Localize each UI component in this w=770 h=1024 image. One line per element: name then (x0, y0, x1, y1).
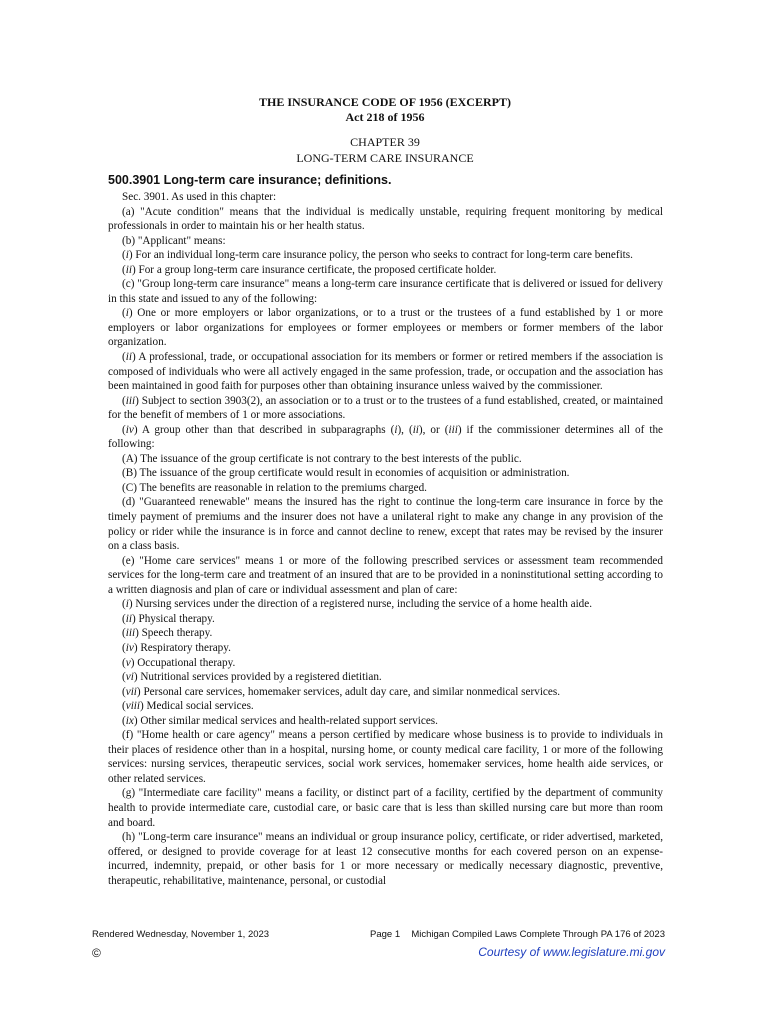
section-paragraph: (A) The issuance of the group certificate is not contrary to the best interests of the public. (122, 452, 522, 465)
copyright-symbol: © (92, 946, 101, 960)
section-paragraph: (viii) Medical social services. (122, 700, 254, 713)
footer-rendered-date: Rendered Wednesday, November 1, 2023 (92, 929, 270, 940)
section-paragraph: (iv) Respiratory therapy. (122, 641, 231, 654)
section-paragraph: (a) "Acute condition" means that the individual is medically unstable, requiring frequent monitoring by medical professionals in order to maintain his or her health status. (108, 205, 663, 233)
act-number: Act 218 of 1956 (345, 110, 425, 124)
section-paragraph: (i) One or more employers or labor organizations, or to a trust or the trustees of a fund established by 1 or more employers or labor organizations for employees or former employees or members or former members of the labor organization. (108, 307, 663, 349)
chapter-number: CHAPTER 39 (350, 135, 420, 149)
section-paragraph: (d) "Guaranteed renewable" means the insured has the right to continue the long-term care insurance in force by the timely payment of premiums and the insurer does not have a unilateral right to make any change in any provision of the policy or rider while the insurance is in force and cannot decline to renew, except that rates may be revised by the insurer on a class basis. (108, 496, 663, 553)
section-paragraph: (e) "Home care services" means 1 or more of the following prescribed services or assessment team recommended services for the long-term care and treatment of an insured that are to be provided in a noninstitutional setting according to a written diagnosis and plan of care or individual assessment and plan of care: (108, 554, 663, 596)
section-paragraph: (i) Nursing services under the direction of a registered nurse, including the service of a home health aide. (122, 598, 593, 611)
section-paragraph: (v) Occupational therapy. (122, 656, 236, 669)
section-heading: 500.3901 Long-term care insurance; definitions. (108, 173, 392, 187)
chapter-title: LONG-TERM CARE INSURANCE (296, 151, 474, 165)
section-paragraph: (B) The issuance of the group certificate would result in economies of acquisition or administration. (122, 467, 570, 480)
section-paragraph: (h) "Long-term care insurance" means an individual or group insurance policy, certificate, or rider advertised, marketed, offered, or designed to provide coverage for at least 12 consecutive months for each covered person on an expense-incurred, indemnity, prepaid, or other basis for 1 or more necessary or medically necessary diagnostic, preventive, therapeutic, rehabilitative, maintenance, personal, or custodial (108, 831, 663, 887)
section-body (108, 190, 663, 888)
document-title: THE INSURANCE CODE OF 1956 (EXCERPT) (259, 95, 511, 109)
section-paragraph: (ii) A professional, trade, or occupational association for its members or former or retired members if the association is composed of individuals who were all actively engaged in the same profession, trade, or occupation and the association has been maintained in good faith for purposes other than obtaining insurance unless waived by the commissioner. (108, 351, 663, 393)
section-paragraph: (f) "Home health or care agency" means a person certified by medicare whose business is to provide to individuals in their places of residence other than in a hospital, nursing home, or county medical care facility, 1 or more of the following services: nursing services, therapeutic services, social work services, homemaker services, home health aide services, or other related services. (108, 729, 663, 785)
section-paragraph: (C) The benefits are reasonable in relation to the premiums charged. (122, 481, 427, 494)
section-paragraph: (b) "Applicant" means: (122, 234, 226, 247)
section-paragraph: (vii) Personal care services, homemaker services, adult day care, and similar nonmedical services. (122, 685, 561, 698)
courtesy-link[interactable]: Courtesy of www.legislature.mi.gov (478, 945, 665, 959)
footer-page-number: Page 1 (370, 929, 401, 940)
section-paragraph: (vi) Nutritional services provided by a registered dietitian. (122, 671, 382, 684)
section-paragraph: (ix) Other similar medical services and health-related support services. (122, 714, 438, 727)
section-paragraph: (i) For an individual long-term care insurance policy, the person who seeks to contract for long-term care benefits. (122, 249, 633, 262)
section-paragraph: (g) "Intermediate care facility" means a facility, or distinct part of a facility, certified by the department of community health to provide intermediate care, custodial care, or basic care that is less than skilled nursing care but more than room and board. (108, 787, 663, 829)
section-paragraph: (iv) A group other than that described in subparagraphs (i), (ii), or (iii) if the commissioner determines all of the following: (108, 423, 663, 451)
section-paragraph: (iii) Subject to section 3903(2), an association or to a trust or to the trustees of a fund established, created, or maintained for the benefit of members of 1 or more associations. (108, 394, 663, 422)
footer-compiled-through: Michigan Compiled Laws Complete Through PA 176 of 2023 (411, 929, 665, 940)
section-paragraph: Sec. 3901. As used in this chapter: (122, 191, 277, 203)
section-paragraph: (ii) For a group long-term care insurance certificate, the proposed certificate holder. (122, 263, 497, 276)
section-paragraph: (iii) Speech therapy. (122, 627, 213, 640)
section-paragraph: (c) "Group long-term care insurance" means a long-term care insurance certificate that is delivered or issued for delivery in this state and issued to any of the following: (108, 278, 663, 305)
section-paragraph: (ii) Physical therapy. (122, 612, 215, 625)
